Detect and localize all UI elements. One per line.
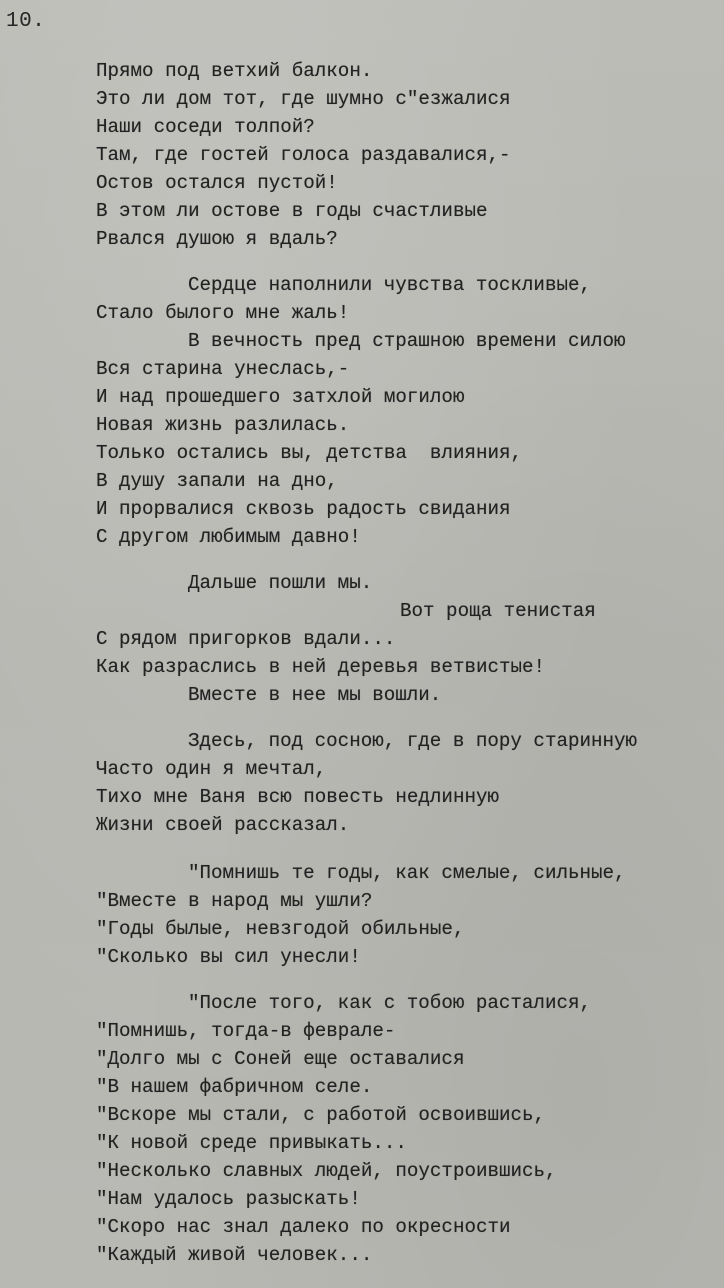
poem-line: "Помнишь, тогда-в феврале- [96, 1020, 396, 1042]
poem-line: "После того, как с тобою расталися, [188, 992, 592, 1014]
poem-line: Только остались вы, детства влияния, [96, 442, 523, 464]
poem-line: "Несколько славных людей, поустроившись, [96, 1160, 557, 1182]
poem-line: "Вместе в народ мы ушли? [96, 890, 373, 912]
poem-line: Прямо под ветхий балкон. [96, 60, 373, 82]
poem-line: И над прошедшего затхлой могилою [96, 386, 465, 408]
poem-line: "Годы былые, невзгодой обильные, [96, 918, 465, 940]
poem-line: Там, где гостей голоса раздавалися,- [96, 144, 511, 166]
poem-line: Вот роща тенистая [400, 600, 596, 622]
poem-line: Рвался душою я вдаль? [96, 228, 338, 250]
poem-line: Это ли дом тот, где шумно с"езжалися [96, 88, 511, 110]
poem-line: С другом любимым давно! [96, 526, 361, 548]
poem-line: В этом ли остове в годы счастливые [96, 200, 488, 222]
poem-line: "Помнишь те годы, как смелые, сильные, [188, 862, 626, 884]
poem-line: В вечность пред страшною времени силою [188, 330, 626, 352]
poem-line: Сердце наполнили чувства тоскливые, [188, 274, 592, 296]
poem-line: "К новой среде привыкать... [96, 1132, 407, 1154]
poem-line: В душу запали на дно, [96, 470, 338, 492]
poem-line: С рядом пригорков вдали... [96, 628, 396, 650]
poem-line: "Каждый живой человек... [96, 1244, 373, 1266]
poem-line: "Скоро нас знал далеко по окресности [96, 1216, 511, 1238]
poem-line: Здесь, под сосною, где в пору старинную [188, 730, 638, 752]
poem-line: Тихо мне Ваня всю повесть недлинную [96, 786, 500, 808]
poem-line: "В нашем фабричном селе. [96, 1076, 373, 1098]
poem-line: Остов остался пустой! [96, 172, 338, 194]
poem-line: "Нам удалось разыскать! [96, 1188, 361, 1210]
poem-line: Жизни своей рассказал. [96, 814, 350, 836]
poem-line: Дальше пошли мы. [188, 572, 373, 594]
poem-line: "Сколько вы сил унесли! [96, 946, 361, 968]
poem-line: Стало былого мне жаль! [96, 302, 350, 324]
page-number: 10. [6, 10, 46, 33]
poem-line: Как разраслись в ней деревья ветвистые! [96, 656, 546, 678]
poem-line: "Долго мы с Соней еще оставалися [96, 1048, 465, 1070]
poem-line: Часто один я мечтал, [96, 758, 327, 780]
poem-line: Наши соседи толпой? [96, 116, 315, 138]
poem-line: "Вскоре мы стали, с работой освоившись, [96, 1104, 546, 1126]
poem-line: Новая жизнь разлилась. [96, 414, 350, 436]
poem-line: Вместе в нее мы вошли. [188, 684, 442, 706]
poem-line: Вся старина унеслась,- [96, 358, 350, 380]
poem-line: И прорвалися сквозь радость свидания [96, 498, 511, 520]
